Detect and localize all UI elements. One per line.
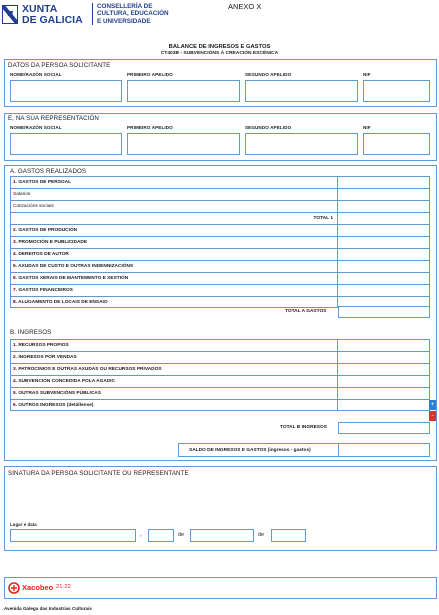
income-heading: B. INGRESOS [10,329,52,336]
income-total-value[interactable] [338,422,430,434]
income-total-label: TOTAL B INGRESOS [280,425,327,430]
expense-row-label: 7. GASTOS FINANCEIROS [13,288,73,293]
expense-row-value[interactable] [337,176,429,188]
income-row-value[interactable] [337,399,429,411]
add-row-button[interactable] [429,400,436,410]
representative-nif-label: NIF [363,125,371,130]
expense-row-label: 6. GASTOS XERAIS DE MANTEMENTO E XESTIÓN [13,276,129,281]
expense-row-value[interactable] [337,188,429,200]
representative-heading: E, NA SÚA REPRESENTACIÓN [8,115,99,122]
place-date-label: Lugar e data [10,522,37,527]
expense-row-label: 1. GASTOS DE PERSOAL [13,180,72,185]
logo-divider [92,3,93,25]
expense-row [10,212,430,224]
minus-icon: - [431,413,434,419]
expense-row-value[interactable] [337,248,429,260]
expense-row-label: 2. GASTOS DE PRODUCIÓN [13,228,78,233]
expense-row [10,260,430,272]
expense-row [10,224,430,236]
applicant-name-input[interactable] [10,80,122,102]
income-row-value[interactable] [337,351,429,363]
applicant-surname2-input[interactable] [245,80,358,102]
expenses-total-label: TOTAL A GASTOS [285,309,327,314]
income-row-label: 3. PATROCINIOS E OUTRAS AXUDAS OU RECURSOS PRIVADOS [13,367,162,372]
applicant-surname2-label: SEGUNDO APELIDO [245,72,292,77]
expense-row [10,200,430,212]
representative-nif-input[interactable] [363,133,430,155]
expense-row [10,284,430,296]
expense-row-label: 5. AXUDAS DE CUSTO E OUTRAS INDENNIZACIÓNS [13,264,134,269]
month-input[interactable] [190,529,254,542]
income-row-label: 5. OUTRAS SUBVENCIÓNS PÚBLICAS [13,391,101,396]
applicant-surname1-input[interactable] [127,80,240,102]
expenses-heading: A. GASTOS REALIZADOS [10,168,87,175]
income-row [10,375,430,387]
applicant-nif-label: NIF [363,72,371,77]
balance-label: SALDO DE INGRESOS E GASTOS (ingresos - gastos) [189,448,311,453]
remove-row-button[interactable] [429,411,436,421]
de-separator-2: de [258,532,265,538]
income-row-label: 2. INGRESOS POR VENDAS [13,355,77,360]
representative-surname2-label: SEGUNDO APELIDO [245,125,292,130]
income-row-value[interactable] [337,375,429,387]
de-separator-1: de [178,532,185,538]
expense-row-label: 8. ALUGAMENTO DE LOCAIS DE ENSAIO [13,300,108,305]
comma-separator: , [140,532,142,538]
income-row-value[interactable] [337,363,429,375]
dept-line-2: CULTURA, EDUCACIÓN [97,10,169,18]
place-input[interactable] [10,529,136,542]
xacobeo-years: 21·22 [56,584,71,590]
balance-value[interactable] [338,443,430,457]
income-row [10,339,430,351]
expense-row-value[interactable] [337,272,429,284]
expense-row-value[interactable] [337,260,429,272]
expense-row-label: 3. PROMOCIÓN E PUBLICIDADE [13,240,88,245]
logo-line-1: XUNTA [22,3,58,15]
income-row [10,363,430,375]
form-title: BALANCE DE INGRESOS E GASTOS [168,44,271,50]
plus-icon: + [430,402,435,408]
representative-name-label: NOME/RAZÓN SOCIAL [10,125,62,130]
expense-row-value[interactable] [337,200,429,212]
income-row-label: 1. RECURSOS PROPIOS [13,343,69,348]
applicant-nif-input[interactable] [363,80,430,102]
expense-row [10,236,430,248]
annex-label: ANEXO X [228,2,262,11]
xacobeo-brand: Xacobeo [22,583,54,592]
department-name [97,3,169,25]
form-subtitle: CT403B - SUBVENCIÓNS Á CREACIÓN ESCÉNICA [160,51,279,56]
footer-address: Avenida Galega das Industrias Culturais [4,606,92,611]
dept-line-1: CONSELLERÍA DE [97,3,153,10]
expense-row-value[interactable] [337,284,429,296]
applicant-name-label: NOME/RAZÓN SOCIAL [10,72,62,77]
representative-surname1-input[interactable] [127,133,240,155]
logo-line-2: DE GALICIA [22,14,83,26]
income-row [10,351,430,363]
xacobeo-shell-icon [8,582,20,594]
year-input[interactable] [271,529,306,542]
applicant-heading: DATOS DA PERSOA SOLICITANTE [8,62,111,69]
income-row-label: 6. OUTROS INGRESOS (detállense) [13,403,94,408]
expense-row-label: 4. DEREITOS DE AUTOR [13,252,69,257]
expense-row-label: Salarios [13,192,31,197]
expense-row [10,248,430,260]
income-row [10,387,430,399]
income-row-value[interactable] [337,387,429,399]
representative-name-input[interactable] [10,133,122,155]
representative-surname2-input[interactable] [245,133,358,155]
expense-row-value[interactable] [337,212,429,224]
representative-surname1-label: PRIMEIRO APELIDO [127,125,173,130]
dept-line-3: E UNIVERSIDADE [97,17,151,25]
galicia-flag-icon [2,5,18,24]
applicant-surname1-label: PRIMEIRO APELIDO [127,72,173,77]
expense-row-value[interactable] [337,236,429,248]
expense-row-label: TOTAL 1 [313,216,333,221]
day-input[interactable] [148,529,174,542]
xunta-logo [2,3,94,27]
signature-heading: SINATURA DA PERSOA SOLICITANTE OU REPRESENTANTE [8,470,189,477]
expense-row [10,272,430,284]
expense-row [10,188,430,200]
expense-row [10,176,430,188]
expenses-total-value[interactable] [338,306,430,318]
expense-row-label: Cotizacións sociais [13,204,54,209]
expense-row-value[interactable] [337,224,429,236]
income-row [10,399,430,411]
income-row-label: 4. SUBVENCIÓN CONCEDIDA POLA AGADIC [13,379,116,384]
income-row-value[interactable] [337,339,429,351]
